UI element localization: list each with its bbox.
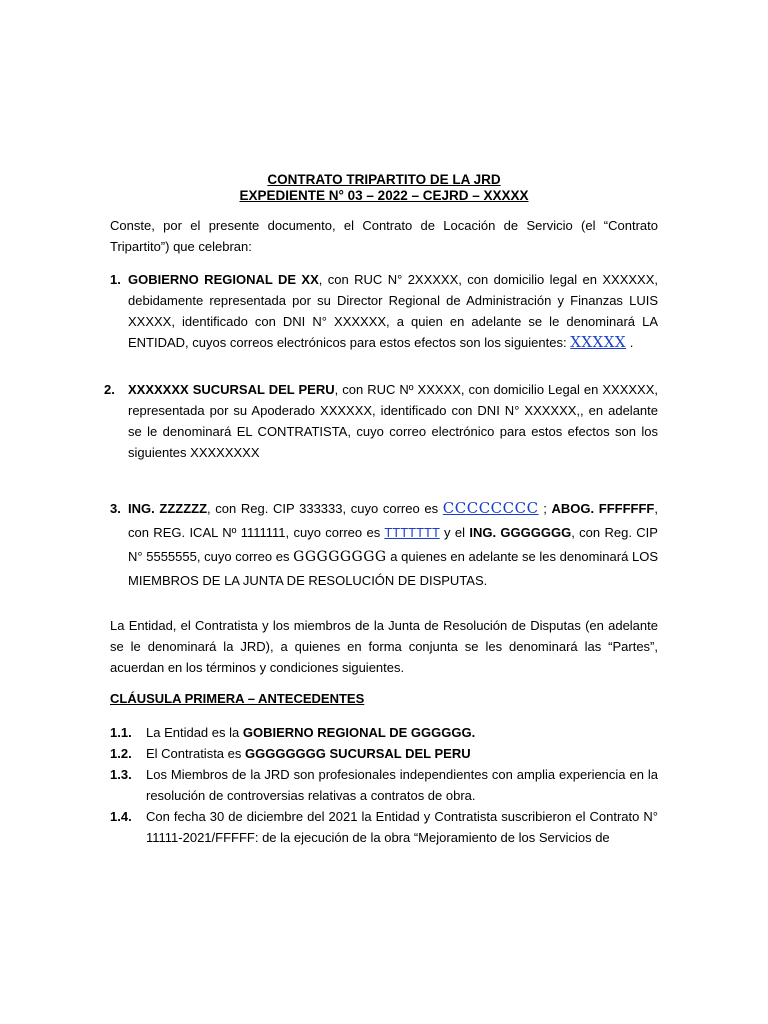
clause-1-item-number: 1.4. xyxy=(110,809,132,824)
party-2-text xyxy=(128,379,658,463)
party-3-email-3: GGGGGGGG xyxy=(293,549,387,565)
clause-1-item-1-pre: La Entidad es la xyxy=(146,725,243,740)
party-3-member-2-name: ABOG. FFFFFFF xyxy=(551,501,655,516)
party-1-description: , con RUC N° 2XXXXX, con domicilio legal en XXXXXX, debidamente representada por su Director Regional de Administración y Finanzas LUIS XXXXX, identificado con DNI N° XXXXXX, a quien en adelante se le denominará LA ENTIDAD, cuyos correos electrónicos para estos efectos son los siguientes: xyxy=(128,272,658,350)
parties-paragraph: La Entidad, el Contratista y los miembros de la Junta de Resolución de Disputas (en adelante se le denominará la JRD), a quienes en forma conjunta se les denominará las “Partes”, acuerdan en los términos y condiciones siguientes. xyxy=(110,618,658,675)
party-1-email-link[interactable]: XXXXX xyxy=(570,333,627,351)
party-3-text xyxy=(128,496,658,593)
intro-paragraph: Conste, por el presente documento, el Contrato de Locación de Servicio (el “Contrato Tripartito”) que celebran: xyxy=(110,218,658,254)
clause-1-item-text xyxy=(146,743,658,764)
party-1-name: GOBIERNO REGIONAL DE XX xyxy=(128,272,319,287)
party-3-number: 3. xyxy=(110,501,121,516)
party-3-email-1-link[interactable]: CCCCCCCC xyxy=(442,499,539,517)
document-title: CONTRATO TRIPARTITO DE LA JRD xyxy=(267,172,501,187)
clause-1-item-2-pre: El Contratista es xyxy=(146,746,245,761)
clause-1-item-number: 1.1. xyxy=(110,725,132,740)
party-1-text xyxy=(128,269,658,353)
party-3-email-2-link[interactable]: TTTTTTT xyxy=(384,525,440,540)
party-3-text-3: y el xyxy=(439,525,470,540)
party-3-text-5: a quienes en adelante se les denominará LOS MIEMBROS DE LA JUNTA DE RESOLUCIÓN DE DISPUTAS. xyxy=(128,549,658,588)
clause-1-item-text: Los Miembros de la JRD son profesionales independientes con amplia experiencia en la resolución de controversias relativas a contratos de obra. xyxy=(146,767,658,803)
party-3-member-3-name: ING. GGGGGGG xyxy=(469,525,572,540)
clause-1-item-1-bold: GOBIERNO REGIONAL DE GGGGGG. xyxy=(242,725,476,740)
party-2-number: 2. xyxy=(104,382,115,397)
party-2-name: XXXXXXX SUCURSAL DEL PERU xyxy=(128,382,335,397)
party-3-text-4: , con Reg. CIP N° 5555555, cuyo correo es xyxy=(128,525,658,564)
party-2-description: , con RUC Nº XXXXX, con domicilio Legal en XXXXXX, representada por su Apoderado XXXXXX, identificado con DNI N° XXXXXX,, en adelante se le denominará EL CONTRATISTA, cuyo correo electrónico para estos efectos son los siguientes XXXXXXXX xyxy=(128,382,658,460)
party-1-end: . xyxy=(626,335,634,350)
clause-1-item-text xyxy=(146,722,658,743)
clause-1-item-2-bold: GGGGGGGG SUCURSAL DEL PERU xyxy=(245,746,471,761)
clause-1-item-number: 1.3. xyxy=(110,767,132,782)
party-1-number: 1. xyxy=(110,272,121,287)
party-3-separator: ; xyxy=(538,501,552,516)
clause-1-item-text: Con fecha 30 de diciembre del 2021 la Entidad y Contratista suscribieron el Contrato N° 11111-2021/FFFFF: de la ejecución de la obra “Mejoramiento de los Servicios de xyxy=(146,809,658,845)
document-subtitle: EXPEDIENTE N° 03 – 2022 – CEJRD – XXXXX xyxy=(239,188,529,203)
party-3-member-1-name: ING. ZZZZZZ xyxy=(128,501,208,516)
party-3-text-2: , con REG. ICAL Nº 1111111, cuyo correo es xyxy=(128,501,658,540)
clause-1-item-number: 1.2. xyxy=(110,746,132,761)
clause-1-heading: CLÁUSULA PRIMERA – ANTECEDENTES xyxy=(110,691,365,706)
party-3-text-1: , con Reg. CIP 333333, cuyo correo es xyxy=(207,501,443,516)
